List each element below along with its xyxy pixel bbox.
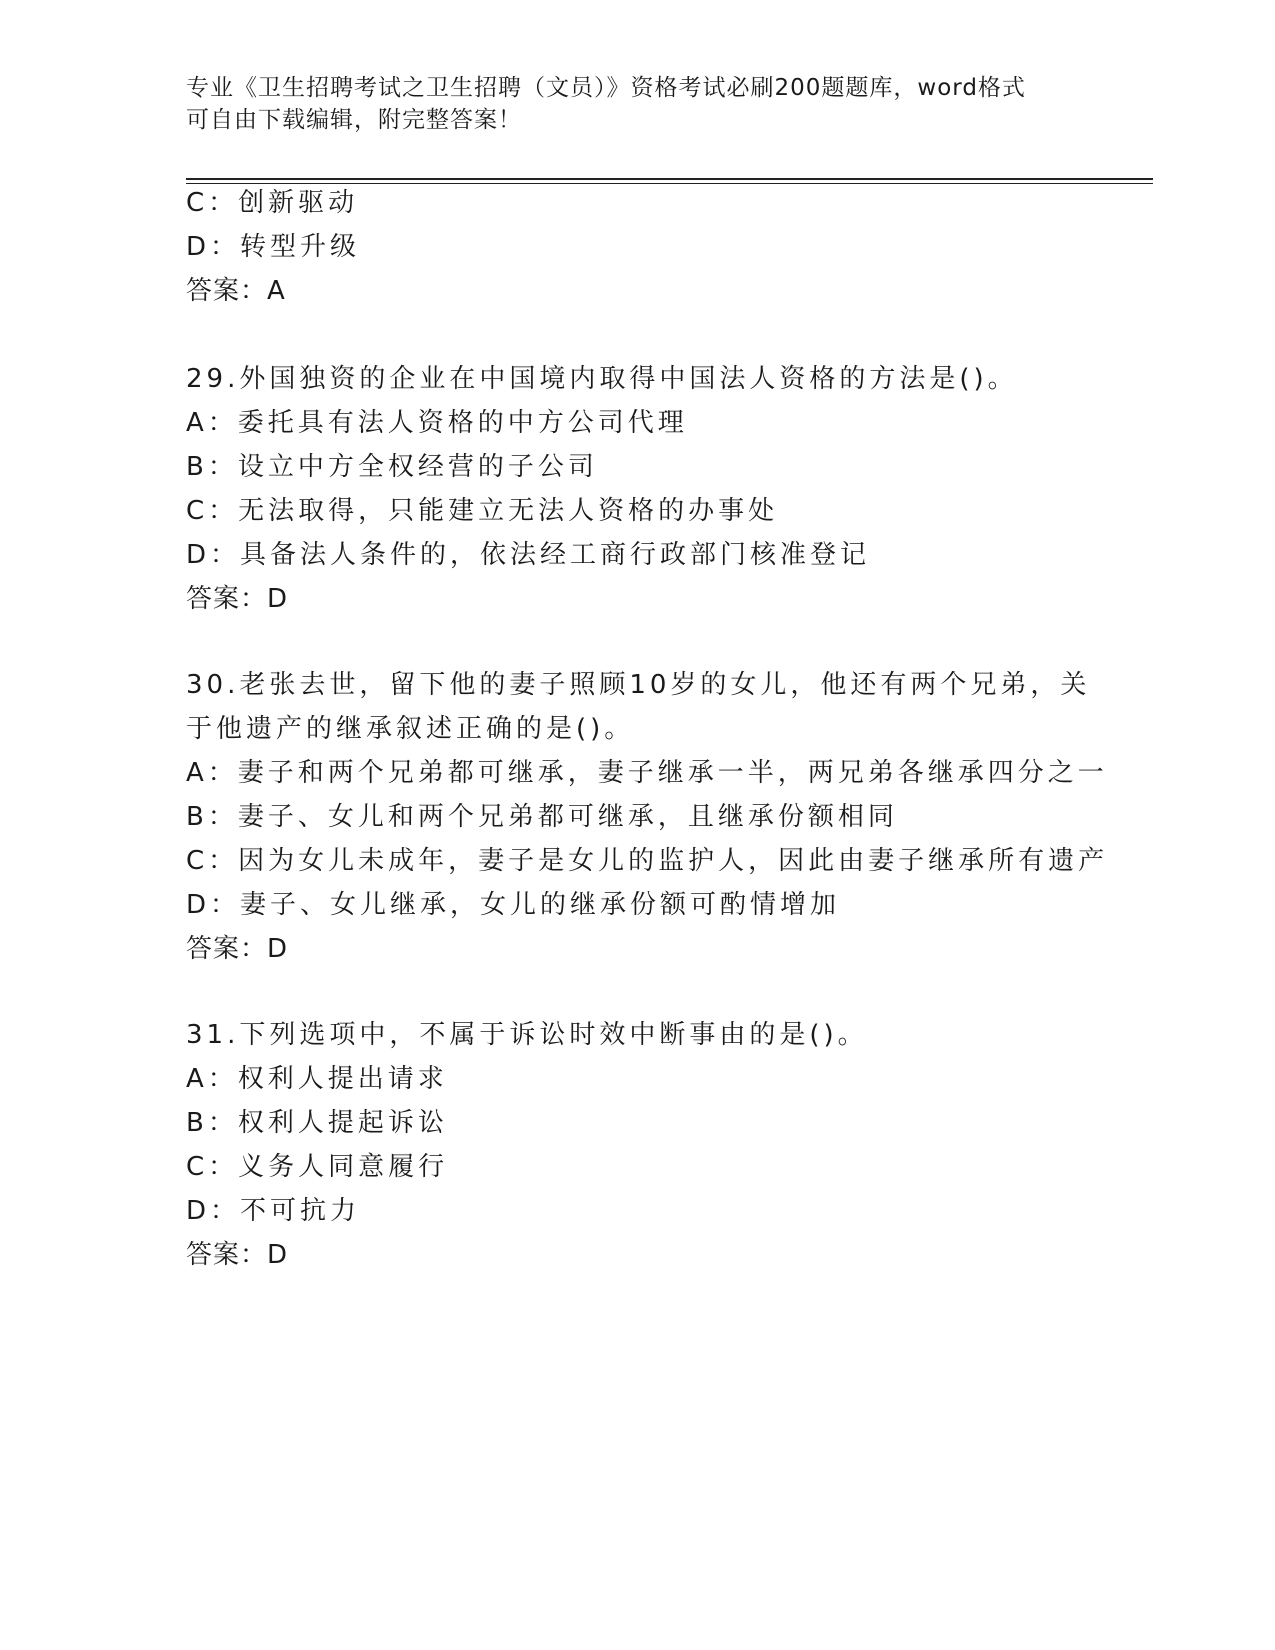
q28-option-d: D：转型升级 [186,232,361,262]
q31-question: 31.下列选项中，不属于诉讼时效中断事由的是()。 [186,1020,868,1050]
header-divider [186,178,1153,184]
q31-option-d: D：不可抗力 [186,1196,361,1226]
q30-option-b: B：妻子、女儿和两个兄弟都可继承，且继承份额相同 [186,802,898,832]
q30-question-line-1: 30.老张去世，留下他的妻子照顾10岁的女儿，他还有两个兄弟，关 [186,670,1091,700]
q29-option-a: A：委托具有法人资格的中方公司代理 [186,408,688,438]
q28-option-c: C：创新驱动 [186,188,359,218]
q30-option-c: C：因为女儿未成年，妻子是女儿的监护人，因此由妻子继承所有遗产 [186,846,1109,876]
q30-option-a: A：妻子和两个兄弟都可继承，妻子继承一半，两兄弟各继承四分之一 [186,758,1108,788]
q31-option-c: C：义务人同意履行 [186,1152,449,1182]
q31-option-b: B：权利人提起诉讼 [186,1108,448,1138]
q28-answer: 答案：A [186,276,286,306]
q29-option-c: C：无法取得，只能建立无法人资格的办事处 [186,496,779,526]
header-title-line-1: 专业《卫生招聘考试之卫生招聘（文员）》资格考试必刷200题题库，word格式 [186,75,1026,101]
q31-answer: 答案：D [186,1240,289,1270]
q30-option-d: D：妻子、女儿继承，女儿的继承份额可酌情增加 [186,890,841,920]
page-header [186,72,1066,136]
header-title-line-2: 可自由下载编辑，附完整答案！ [186,107,522,133]
q29-option-d: D：具备法人条件的，依法经工商行政部门核准登记 [186,540,871,570]
q30-question-line-2: 于他遗产的继承叙述正确的是()。 [186,714,635,744]
q30-answer: 答案：D [186,934,289,964]
q31-option-a: A：权利人提出请求 [186,1064,448,1094]
q29-answer: 答案：D [186,584,289,614]
q29-question: 29.外国独资的企业在中国境内取得中国法人资格的方法是()。 [186,364,1018,394]
q29-option-b: B：设立中方全权经营的子公司 [186,452,598,482]
